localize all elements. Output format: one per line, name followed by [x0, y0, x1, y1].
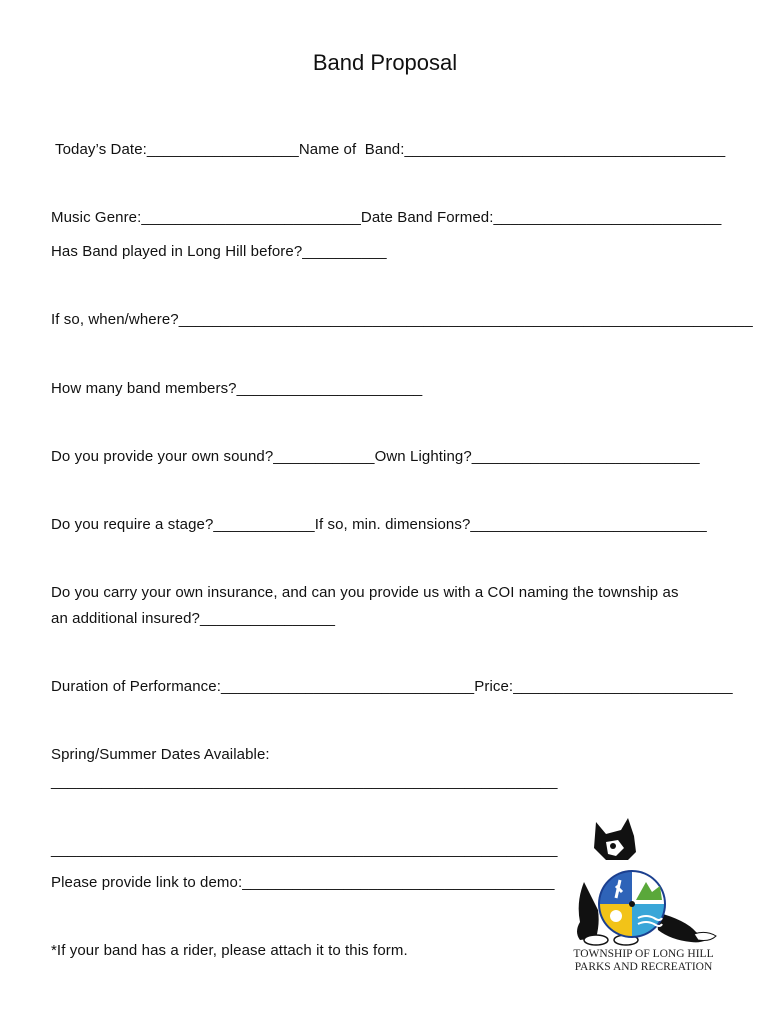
dates-blank-1[interactable]: ____________________________________________________________	[51, 773, 558, 790]
own-sound-line[interactable]: Do you provide your own sound?____________Own Lighting?___________________________	[51, 448, 700, 465]
duration-price-line[interactable]: Duration of Performance:______________________________Price:__________________________	[51, 678, 733, 695]
insurance-line-2[interactable]: an additional insured?________________	[51, 610, 336, 627]
insurance-line-1: Do you carry your own insurance, and can you provide us with a COI naming the township as	[51, 584, 679, 601]
rider-note: *If your band has a rider, please attach it to this form.	[51, 942, 408, 959]
logo-text-line-2: PARKS AND RECREATION	[574, 961, 713, 973]
logo-text-line-1: TOWNSHIP OF LONG HILL	[573, 948, 714, 960]
dates-available-label: Spring/Summer Dates Available:	[51, 746, 270, 763]
when-where-line[interactable]: If so, when/where?____________________________________________________________________	[51, 311, 753, 328]
demo-link-line[interactable]: Please provide link to demo:_____________________________________	[51, 874, 555, 891]
dates-blank-2[interactable]: ____________________________________________________________	[51, 841, 558, 858]
todays-date-line[interactable]: Today’s Date:__________________Name of Band:______________________________________	[55, 141, 726, 158]
played-before-line[interactable]: Has Band played in Long Hill before?__________	[51, 243, 387, 260]
logo-text	[566, 948, 721, 974]
band-members-line[interactable]: How many band members?______________________	[51, 380, 423, 397]
stage-line[interactable]: Do you require a stage?____________If so, min. dimensions?____________________________	[51, 516, 707, 533]
page-title: Band Proposal	[312, 50, 458, 75]
music-genre-line[interactable]: Music Genre:__________________________Date Band Formed:___________________________	[51, 209, 722, 226]
